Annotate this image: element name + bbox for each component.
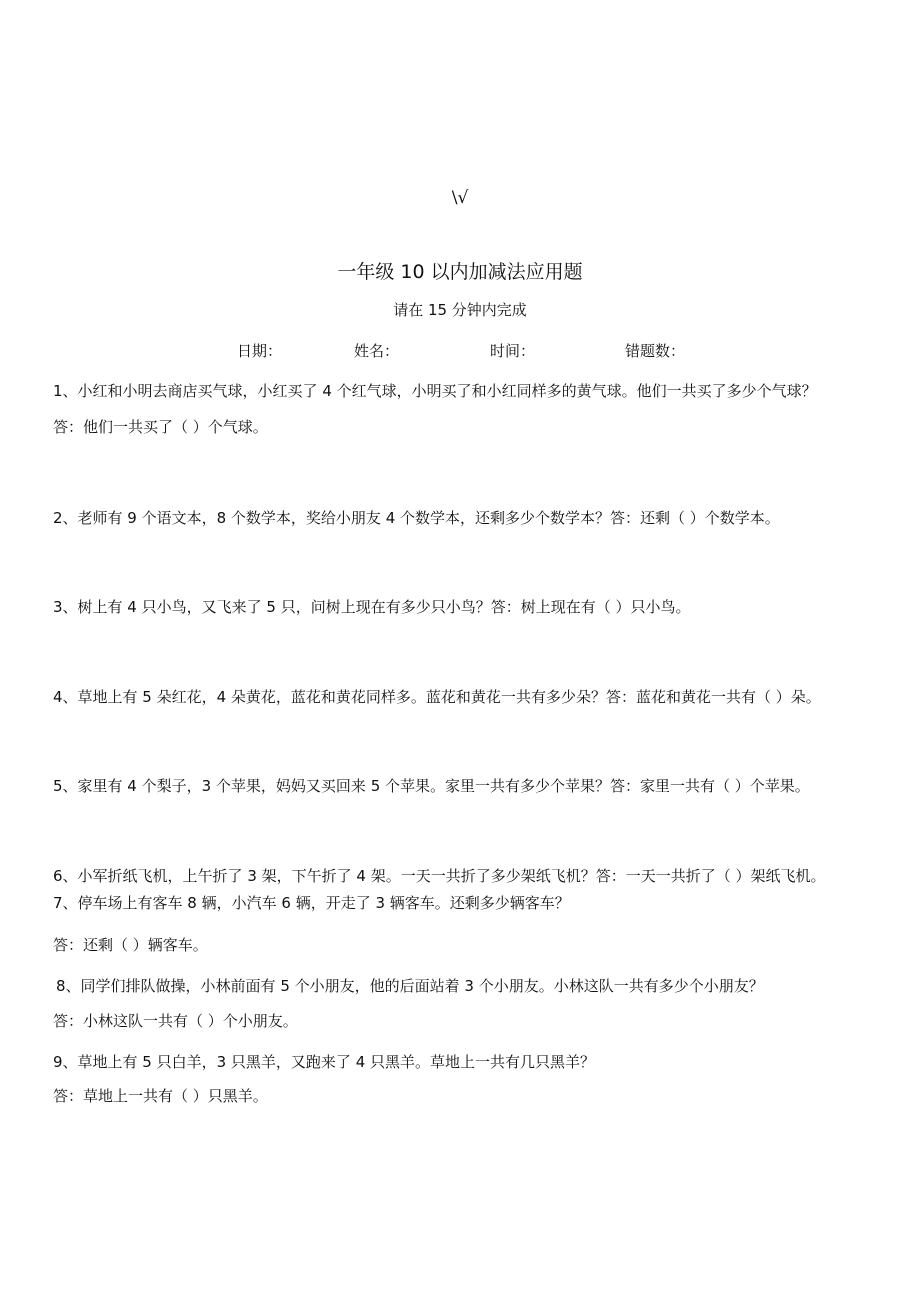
question-4: 4、草地上有 5 朵红花，4 朵黄花，蓝花和黄花同样多。蓝花和黄花一共有多少朵？答：蓝花和黄花一共有（ ）朵。 (53, 688, 821, 706)
time-label: 时间： (490, 342, 536, 360)
answer-8: 答：小林这队一共有（ ）个小朋友。 (53, 1012, 298, 1030)
question-3: 3、树上有 4 只小鸟，又飞来了 5 只，问树上现在有多少只小鸟？答：树上现在有（ ）只小鸟。 (53, 598, 691, 616)
errors-label: 错题数： (625, 342, 686, 360)
page-title: 一年级 10 以内加减法应用题 (337, 261, 583, 283)
name-label: 姓名： (354, 342, 400, 360)
question-9: 9、草地上有 5 只白羊，3 只黑羊，又跑来了 4 只黑羊。草地上一共有几只黑羊？ (53, 1053, 596, 1071)
info-row (0, 341, 920, 361)
page-subtitle: 请在 15 分钟内完成 (393, 301, 527, 319)
date-label: 日期： (237, 342, 283, 360)
question-1: 1、小红和小明去商店买气球，小红买了 4 个红气球，小明买了和小红同样多的黄气球。他们一共买了多少个气球？ (53, 382, 817, 400)
answer-1: 答：他们一共买了（ ）个气球。 (53, 418, 268, 436)
answer-9: 答：草地上一共有（ ）只黑羊。 (53, 1087, 268, 1105)
answer-7: 答：还剩（ ）辆客车。 (53, 936, 208, 954)
question-6: 6、小军折纸飞机，上午折了 3 架，下午折了 4 架。一天一共折了多少架纸飞机？答：一天一共折了（ ）架纸飞机。 (53, 867, 826, 885)
question-7: 7、停车场上有客车 8 辆，小汽车 6 辆，开走了 3 辆客车。还剩多少辆客车？ (53, 894, 570, 912)
header-mark: \√ (451, 188, 469, 208)
question-5: 5、家里有 4 个梨子，3 个苹果，妈妈又买回来 5 个苹果。家里一共有多少个苹果？答：家里一共有（ ）个苹果。 (53, 777, 810, 795)
question-2: 2、老师有 9 个语文本，8 个数学本，奖给小朋友 4 个数学本，还剩多少个数学本？答：还剩（ ）个数学本。 (53, 509, 780, 527)
question-8: 8、同学们排队做操，小林前面有 5 个小朋友，他的后面站着 3 个小朋友。小林这队一共有多少个小朋友？ (56, 977, 764, 995)
